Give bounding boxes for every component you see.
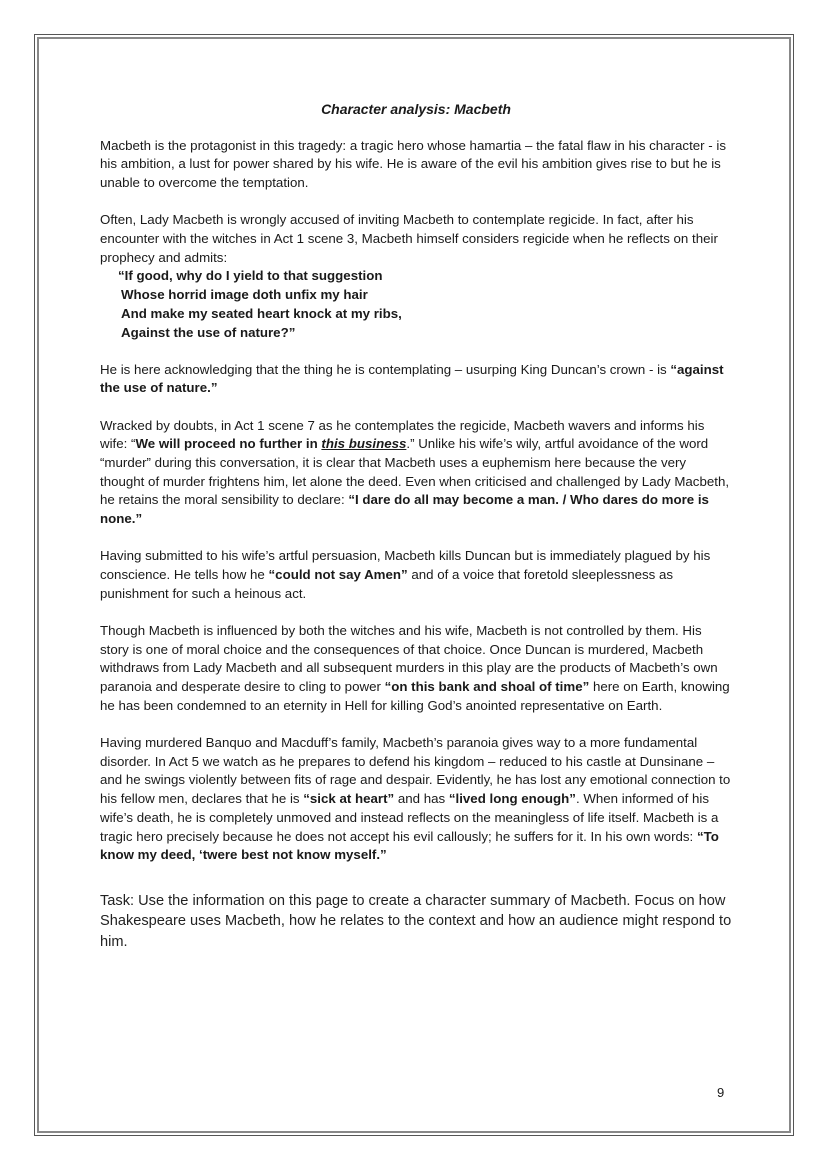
paragraph-4-quote-1-text: We will proceed no further in	[135, 436, 322, 452]
paragraph-5-text-2: and of a voice that foretold sleeplessness as punishment for such a heinous act.	[100, 567, 674, 601]
paragraph-7-text-2: and has	[394, 791, 449, 807]
paragraph-7-quote-2: “lived long enough”	[448, 791, 576, 807]
paragraph-3-quote: “against the use of nature.”	[100, 361, 724, 396]
paragraph-6	[100, 622, 732, 716]
paragraph-2: Often, Lady Macbeth is wrongly accused of inviting Macbeth to contemplate regicide. In fact, after his encounter with the witches in Act 1 scene 3, Macbeth himself considers regicide when he reflects on their prophecy and admits:	[100, 212, 718, 265]
quote-line-1: “If good, why do I yield to that suggestion	[118, 268, 383, 284]
paragraph-5	[100, 547, 732, 603]
paragraph-5-quote: “could not say Amen”	[268, 567, 408, 583]
page-title: Character analysis: Macbeth	[321, 101, 511, 117]
paragraph-1: Macbeth is the protagonist in this tragedy: a tragic hero whose hamartia – the fatal flaw in his character - is his ambition, a lust for power shared by his wife. He is aware of the evil his ambition gives rise to but he is unable to overcome the temptation.	[100, 137, 727, 191]
paragraph-3-text: He is here acknowledging that the thing he is contemplating – usurping King Duncan’s crown - is	[100, 361, 671, 377]
task-instructions: Task: Use the information on this page to create a character summary of Macbeth. Focus on how Shakespeare uses Macbeth, how he relates to the context and how an audience might respond to him.	[100, 892, 732, 950]
paragraph-5-text-1: Having submitted to his wife’s artful persuasion, Macbeth kills Duncan but is immediately plagued by his conscience. He tells how he	[100, 548, 711, 583]
paragraph-6-quote: “on this bank and shoal of time”	[384, 679, 590, 695]
paragraph-7	[100, 734, 732, 865]
paragraph-7-text-3: . When informed of his wife’s death, he is completely unmoved and instead reflects on the meaningless of life itself. Macbeth is a tragic hero precisely because he does not accept his evil callously; he suffers for it. In his own words:	[100, 791, 719, 844]
paragraph-7-quote-1: “sick at heart”	[303, 791, 395, 807]
quote-line-2: Whose horrid image doth unfix my hair	[121, 287, 368, 303]
paragraph-7-quote-3: “To know my deed, ‘twere best not know myself.”	[100, 828, 719, 863]
paragraph-6-text-1: Though Macbeth is influenced by both the witches and his wife, Macbeth is not controlled by them. His story is one of moral choice and the consequences of that choice. Once Duncan is murdered, Macbeth withdraws from Lady Macbeth and all subsequent murders in this play are the products of Macbeth’s own paranoia and desperate desire to cling to power	[100, 622, 718, 695]
paragraph-4-quote-2: “I dare do all may become a man. / Who dares do more is none.”	[100, 492, 709, 527]
document-body	[100, 100, 732, 952]
paragraph-4-quote-1	[135, 436, 406, 451]
paragraph-4	[100, 417, 732, 529]
page-number: 9	[717, 1085, 725, 1100]
quote-line-3: And make my seated heart knock at my ribs,	[121, 305, 402, 321]
paragraph-6-text-2: here on Earth, knowing he has been condemned to an eternity in Hell for killing God’s anointed representative on Earth.	[100, 679, 730, 713]
quote-line-4: Against the use of nature?”	[121, 324, 296, 340]
paragraph-4-text-1: Wracked by doubts, in Act 1 scene 7 as he contemplates the regicide, Macbeth wavers and informs his wife: “	[100, 417, 705, 452]
paragraph-4-underlined: this business	[321, 436, 407, 452]
paragraph-7-text-1: Having murdered Banquo and Macduff’s family, Macbeth’s paranoia gives way to a more fundamental disorder. In Act 5 we watch as he prepares to defend his kingdom – reduced to his castle at Dunsinane – and he swings violently between fits of rage and despair. Evidently, he has lost any emotional connection to his fellow men, declares that he is	[100, 734, 731, 807]
paragraph-3	[100, 361, 732, 398]
paragraph-4-text-2: .” Unlike his wife’s wily, artful avoidance of the word “murder” during this conversation, it is clear that Macbeth uses a euphemism here because the very thought of murder frightens him, let alone the deed. Even when criticised and challenged by Lady Macbeth, he retains the moral sensibility to declare:	[100, 436, 730, 508]
block-quote	[100, 267, 732, 342]
